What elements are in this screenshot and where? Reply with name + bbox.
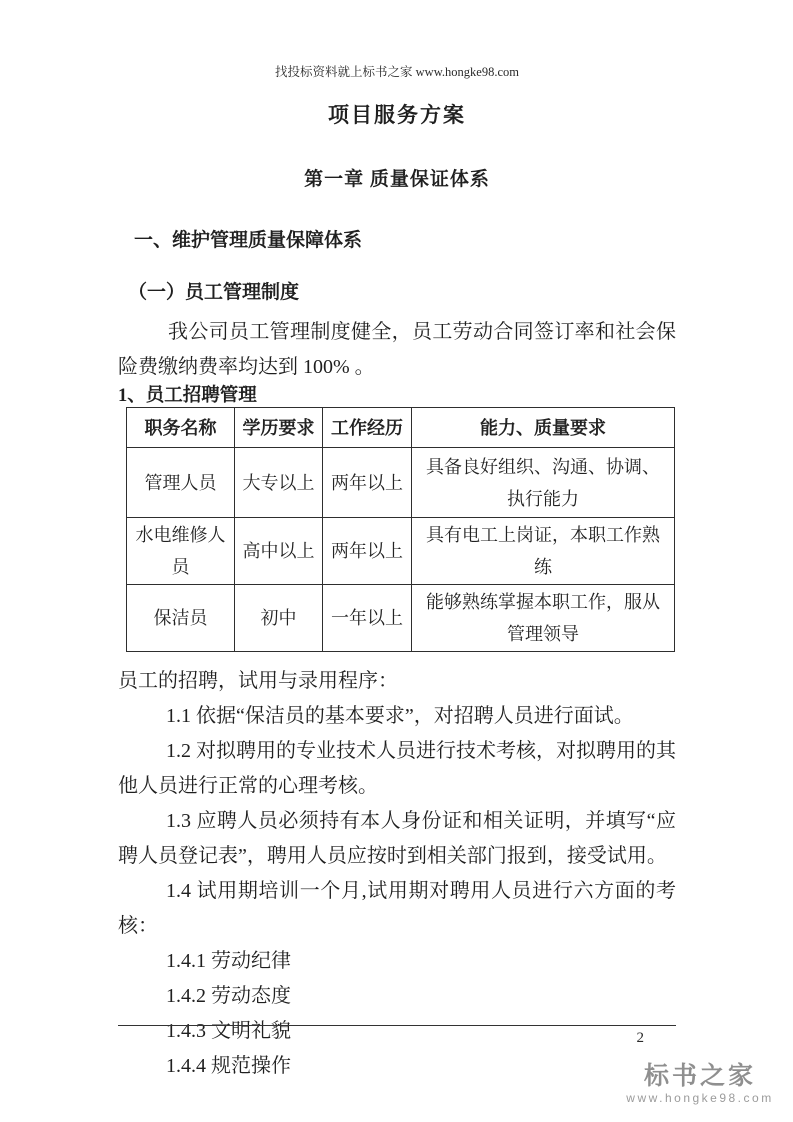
document-title: 项目服务方案 [328,103,466,127]
watermark-url: www.hongke98.com [626,1091,774,1105]
cell-position: 管理人员 [127,448,235,518]
list-heading-recruitment: 1、员工招聘管理 [118,386,257,406]
table-row [127,585,675,652]
procedure-item-1-4-1: 1.4.1 劳动纪律 [166,950,291,972]
cell-experience: 两年以上 [323,518,412,585]
cell-experience: 一年以上 [323,585,412,652]
header-site-notice: 找投标资料就上标书之家 www.hongke98.com [275,65,519,79]
page-number: 2 [636,1030,644,1046]
subsection-heading: （一）员工管理制度 [128,282,300,303]
cell-education: 高中以上 [235,518,323,585]
cell-position: 保洁员 [127,585,235,652]
procedure-item-1-3: 1.3 应聘人员必须持有本人身份证和相关证明，并填写“应聘人员登记表”，聘用人员应按时到相关部门报到，接受试用。 [118,810,676,867]
procedure-item-1-2: 1.2 对拟聘用的专业技术人员进行技术考核，对拟聘用的其他人员进行正常的心理考核。 [118,740,676,797]
cell-requirements: 具有电工上岗证，本职工作熟练 [412,518,675,585]
table-row [127,518,675,585]
recruitment-table [126,407,675,652]
footer-divider [118,1025,676,1026]
cell-requirements: 能够熟练掌握本职工作，服从管理领导 [412,585,675,652]
procedure-item-1-4-2: 1.4.2 劳动态度 [166,985,291,1007]
procedure-item-1-4: 1.4 试用期培训一个月,试用期对聘用人员进行六方面的考核： [118,880,676,937]
table-row [127,448,675,518]
watermark-brand-logo: 标书之家 [643,1062,756,1090]
intro-paragraph: 我公司员工管理制度健全，员工劳动合同签订率和社会保险费缴纳费率均达到 100% 。 [118,321,676,378]
column-header-requirements: 能力、质量要求 [412,408,675,448]
page-content [118,0,676,1084]
cell-education: 初中 [235,585,323,652]
procedure-item-1-4-4: 1.4.4 规范操作 [166,1055,291,1077]
cell-position: 水电维修人员 [127,518,235,585]
column-header-experience: 工作经历 [323,408,412,448]
procedure-item-1-4-3: 1.4.3 文明礼貌 [166,1020,291,1042]
cell-education: 大专以上 [235,448,323,518]
watermark [615,1062,785,1105]
table-header-row [127,408,675,448]
chapter-heading: 第一章 质量保证体系 [304,169,490,190]
cell-requirements: 具备良好组织、沟通、协调、执行能力 [412,448,675,518]
column-header-education: 学历要求 [235,408,323,448]
column-header-position: 职务名称 [127,408,235,448]
procedure-item-1-1: 1.1 依据“保洁员的基本要求”，对招聘人员进行面试。 [166,705,634,727]
section-heading: 一、维护管理质量保障体系 [134,230,363,251]
cell-experience: 两年以上 [323,448,412,518]
procedure-intro: 员工的招聘，试用与录用程序： [118,670,398,692]
